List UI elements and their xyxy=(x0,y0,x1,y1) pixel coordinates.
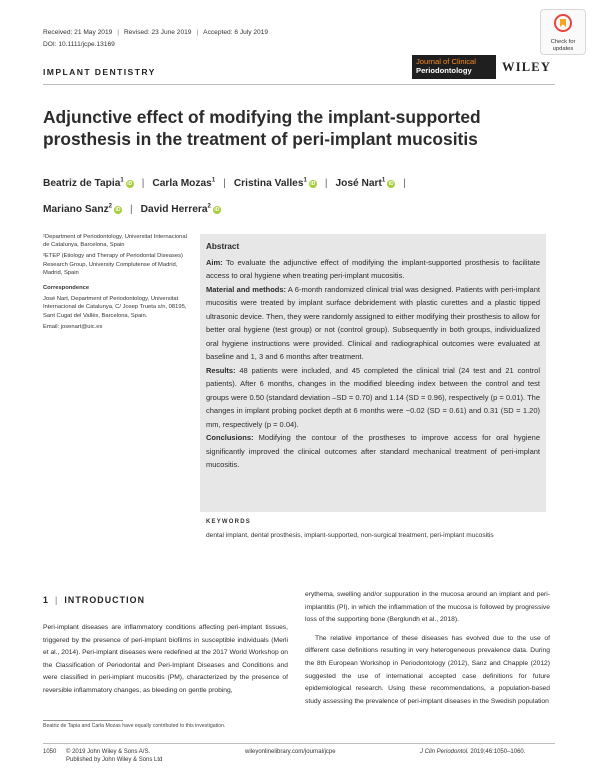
intro-column-left xyxy=(43,622,288,698)
footnote: Beatriz de Tapia and Carla Mozas have equally contributed to this investigation. xyxy=(43,723,226,729)
author-list: Beatriz de Tapia$^1$iD | Carla Mozas$^1$ | Cristina Valles$^1$iD | José Nart$^1$iD | Mariano Sanz$^2$iD | David Herrera$^2$iD xyxy=(43,178,406,215)
doi-link[interactable]: DOI: 10.1111/jcpe.13169 xyxy=(43,41,115,48)
paragraph: erythema, swelling and/or suppuration in the mucosa around an implant and peri-implantitis (PI), in which the inflammation of the mucosa is followed by progressive loss of the supporting bone (Berglundh et al., 2018). xyxy=(305,591,550,624)
article-title: Adjunctive effect of modifying the implant-supported prosthesis in the treatment of peri-implant mucositis xyxy=(43,107,481,149)
received-date: Received: 21 May 2019 xyxy=(43,29,113,36)
page-number: 1050 xyxy=(43,749,57,755)
correspondence-address: José Nart, Department of Periodontology, Universitat Internacional de Catalunya, C/ Josep Trueta s/n, 08195, Sant Cugat del Vallès, Barcelona, Spain. xyxy=(43,296,187,319)
section-label: IMPLANT DENTISTRY xyxy=(43,67,156,77)
keywords-heading: KEYWORDS xyxy=(206,519,251,525)
publisher-logo: WILEY xyxy=(502,60,552,74)
abstract-box xyxy=(200,234,546,512)
author[interactable]: Mariano Sanz$^2$iD xyxy=(43,203,121,215)
orcid-icon[interactable]: iD xyxy=(214,206,220,213)
footer-divider xyxy=(43,743,555,744)
copyright-block: © 2019 John Wiley & Sons A/S. Published by John Wiley & Sons Ltd xyxy=(66,749,163,763)
journal-url[interactable]: wileyonlinelibrary.com/journal/jcpe xyxy=(245,749,336,755)
abstract-conclusions: Conclusions: Modifying the contour of the prostheses to improve access for oral hygiene significantly improved the clinical outcomes after standard mechanical treatment of peri-implant mucositis. xyxy=(206,433,540,469)
paragraph: Peri-implant diseases are inflammatory conditions affecting peri-implant tissues, triggered by the presence of peri-implant biofilms in susceptible individuals (Merli et al., 2014). Peri-implant diseases were redefined at the 2017 World Workshop on the Classification of Periodontal and Peri-Implant Diseases and Conditions and were classified in peri-implant mucositis (PM), characterized by the presence of reversible inflammatory changes, as bleeding on gentle probing, xyxy=(43,624,288,694)
author[interactable]: José Nart$^1$iD xyxy=(335,178,394,190)
affiliation: ¹Department of Periodontology, Universitat Internacional de Catalunya, Barcelona, Spain xyxy=(43,234,187,249)
section-heading: 1 | INTRODUCTION xyxy=(43,595,146,605)
author[interactable]: Beatriz de Tapia$^1$iD xyxy=(43,178,133,190)
affiliation: ²ETEP (Etiology and Therapy of Periodontal Diseases) Research Group, University Complutense of Madrid, Madrid, Spain xyxy=(43,253,183,276)
author[interactable]: David Herrera$^2$iD xyxy=(140,203,220,215)
journal-name-line2: Periodontology xyxy=(416,66,472,75)
intro-column-right xyxy=(305,589,550,708)
correspondence-email[interactable]: Email: josenart@uic.es xyxy=(43,323,103,330)
check-updates-label: Check for updates xyxy=(550,39,576,52)
header-divider xyxy=(43,84,555,85)
abstract-methods: Material and methods: A 6-month randomized clinical trial was designed. Patients with peri-implant mucositis were treated by implant surface debridement with plastic curettes and a plastic tipped ultrasonic device. Then, they were randomly assigned to either modifying their prosthesis to allow for better oral hygiene (test group) or not (control group). Subsequently in both groups, individualized oral hygiene instructions were provided. Clinical and radiographical outcomes were evaluated at baseline and 1, 3 and 6 months after treatment. xyxy=(206,284,540,361)
author[interactable]: Cristina Valles$^1$iD xyxy=(233,178,316,190)
journal-name-line1: Journal of Clinical xyxy=(416,57,476,66)
keywords-list: dental implant, dental prosthesis, implant-supported, non-surgical treatment, peri-implant mucositis xyxy=(206,532,494,539)
orcid-icon[interactable]: iD xyxy=(310,181,316,188)
accepted-date: Accepted: 6 July 2019 xyxy=(203,29,269,36)
orcid-icon[interactable]: iD xyxy=(388,181,394,188)
orcid-icon[interactable]: iD xyxy=(115,206,121,213)
abstract-results: Results: 48 patients were included, and 45 completed the clinical trial (24 test and 21 control patients). After 6 months, changes in the modified bleeding index between the control and test groups were 0.50 (standard deviation –SD = 0.70) and 1.14 (SD = 0.96), respectively (p = 0.01). The changes in implant probing pocket depth at 6 months were −0.02 (SD = 0.61) and 0.31 (SD = 1.20) mm, respectively (p = 0.04). xyxy=(206,365,540,429)
footnote-rule xyxy=(43,720,123,721)
author[interactable]: Carla Mozas$^1$ xyxy=(152,178,216,190)
abstract-title: Abstract xyxy=(206,242,240,251)
check-updates-icon xyxy=(554,14,572,32)
orcid-icon[interactable]: iD xyxy=(127,181,133,188)
journal-logo xyxy=(412,55,496,79)
affiliations-panel xyxy=(43,233,193,334)
correspondence-heading: Correspondence xyxy=(43,285,90,292)
abstract-aim: Aim: To evaluate the adjunctive effect of modifying the implant-supported prosthesis to facilitate access to oral hygiene when treating peri-implant mucositis. xyxy=(206,257,540,280)
revised-date: Revised: 23 June 2019 xyxy=(124,29,192,36)
article-dates: Received: 21 May 2019 | Revised: 23 June 2019 | Accepted: 6 July 2019 xyxy=(43,29,269,36)
citation: J Clin Periodontol. 2019;46:1050–1060. xyxy=(420,749,526,755)
check-for-updates-button[interactable] xyxy=(540,9,586,55)
paragraph: The relative importance of these diseases has evolved due to the use of different case definitions resulting in very heterogeneous prevalence data. During the 8th European Workshop in Periodontology (2012), Sanz and Chapple (2012) suggested the use of international accepted case definitions for future epidemiological research. Using these recommendations, a population-based study assessing the prevalence of peri-implant diseases in the Swedish population xyxy=(305,634,550,705)
